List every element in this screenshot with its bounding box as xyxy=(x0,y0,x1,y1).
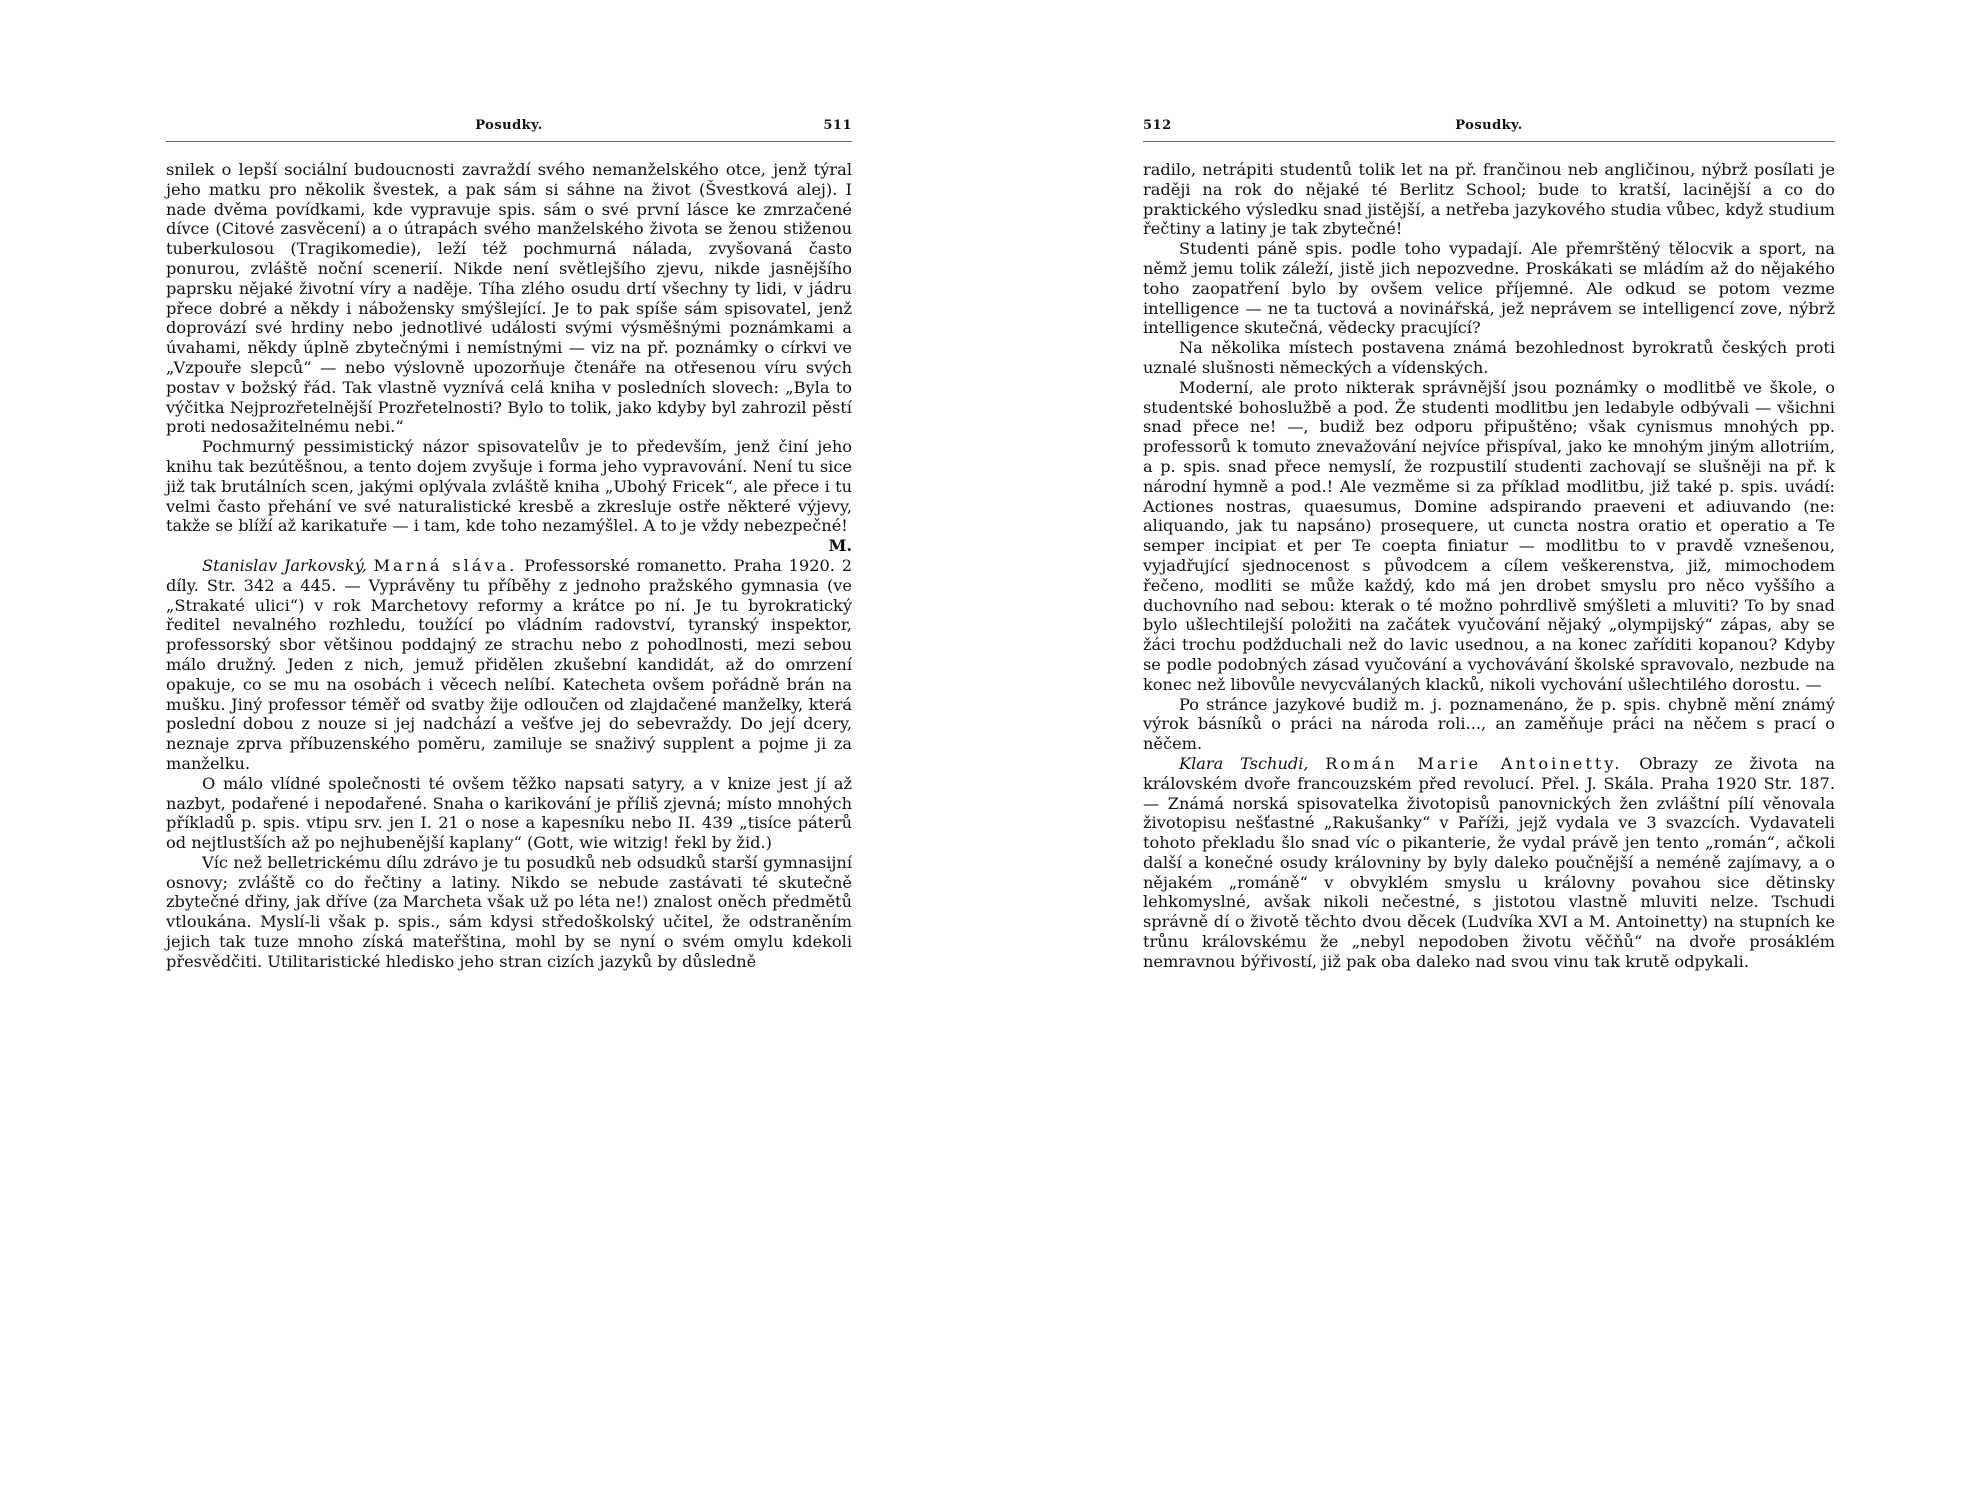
paragraph: Víc než belletrickému dílu zdrávo je tu posudků neb odsudků starší gymnasijní osnovy; zvláště co do řečtiny a latiny. Nikdo se nebude zastávati té skutečně zbytečné dřiny, jak dříve (za Marcheta však už po léta ne!) znalost oněch předmětů vtloukána. Myslí-li však p. spis., sám kdysi středoškolský učitel, že odstraněním jejich tak tuze mnoho získá mateřština, mohl by se nyní o svém omylu kdekoli přesvědčiti. Utilitaristické hledisko jeho stran cizích jazyků by důsledně xyxy=(166,852,852,971)
review-text: Professorské romanetto. Praha 1920. 2 díly. Str. 342 a 445. — Vyprávěny tu příběhy z jednoho pražského gymnasia (ve „Strakaté ulici“) v rok Marchetovy reformy a krátce po ní. Je tu byrokratický ředitel nevalného rozhledu, toužící po vládním radovství, tyranský inspektor, professorský sbor většinou poddajný ze strachu nebo z pohodlnosti, mezi sebou málo družný. Jeden z nich, jemuž přidělen zkušební kandidát, až do omrzení opakuje, co se mu na osobách i věcech nelíbí. Katecheta ovšem pořádně brán na mušku. Jiný professor téměř od svatby žije odloučen od zlajdačené manželky, která poslední dobou z nouze si jej nadchází a vešťve jej do sebevraždy. Do její dcery, neznaje zprva příbuzenského poměru, zamiluje se snaživý supplent a pojme ji za manželku. xyxy=(166,555,852,773)
review-author: Stanislav Jarkovský, xyxy=(202,555,367,575)
paragraph: O málo vlídné společnosti té ovšem těžko napsati satyry, a v knize jest jí až nazbyt, podařené i nepodařené. Snaha o karikování je příliš zjevná; místo mnohých příkladů p. spis. vtipu srv. jen I. 21 o nose a kapesníku nebo II. 439 „tisíce páterů od nejtlustších až po nejhubenější kaplany“ (Gott, wie witzig! řekl by žid.) xyxy=(166,773,852,853)
paragraph: Studenti páně spis. podle toho vypadají. Ale přemrštěný tělocvik a sport, na němž jemu tolik záleží, jistě jich nepozvedne. Proskákati se mládím až do nějakého toho zaopatření bylo by ovšem velice příjemné. Ale odkud se potom vezme intelligence — ne ta tuctová a novinářská, jež neprávem se intelligencí zove, nýbrž intelligence skutečná, vědecky pracující? xyxy=(1143,239,1835,338)
header-title: Posudky. xyxy=(1455,118,1523,133)
page-number: 512 xyxy=(1143,118,1172,133)
reviewer-signature: M. xyxy=(828,536,852,556)
review-book-title: Román Marie Antoinetty. xyxy=(1325,753,1623,773)
page-number: 511 xyxy=(823,118,852,133)
page-body xyxy=(166,160,852,972)
review-book-title: Marná sláva. xyxy=(373,555,518,575)
header-rule xyxy=(1143,141,1835,142)
paragraph: radilo, netrápiti studentů tolik let na př. frančinou neb angličinou, nýbrž posílati je raději na rok do nějaké té Berlitz School; bude to kratší, lacinější a co do praktického výsledku snad jistější, a netřeba jazykového studia vůbec, když studium řečtiny a latiny je tak zbytečné! xyxy=(1143,160,1835,239)
running-header xyxy=(166,118,852,140)
header-title: Posudky. xyxy=(475,118,543,133)
header-rule xyxy=(166,141,852,142)
running-header xyxy=(1143,118,1835,140)
review-text: Obrazy ze života na královském dvoře francouzském před revolucí. Přel. J. Skála. Praha 1920 Str. 187. — Známá norská spisovatelka životopisů panovnických žen zvláštní pílí věnovala životopisu nešťastné „Rakušanky“ v Paříži, jejž vydala ve 3 svazcích. Vydavateli tohoto překladu šlo snad víc o pikanterie, že vydal právě jen tento „román“, ačkoli další a konečné osudy královniny by byly daleko poučnější a neméně zajímavy, a o nějakém „románě“ v obvyklém smyslu u královny povahou sice dětinsky lehkomyslné, avšak nikoli nečestné, s jistotou vlastně mluviti nelze. Tschudi správně dí o životě těchto dvou děcek (Ludvíka XVI a M. Antoinetty) na stupních ke trůnu královskému že „nebyl nepodoben životu věčňů“ na dvoře prosáklém nemravnou býřivostí, již pak oba daleko nad svou vinu tak krutě odpykali. xyxy=(1143,753,1835,971)
paragraph: Moderní, ale proto nikterak správnější jsou poznámky o modlitbě ve škole, o studentské bohoslužbě a pod. Že studenti modlitbu jen ledabyle odbývali — všichni snad přece ne! —, budiž bez odporu připuštěno; však cynismus mnohých pp. professorů k tomuto znevažování nejvíce přispíval, jako ke mnohým jiným allotriím, a p. spis. snad přece nemyslí, že rozpustilí studenti zachovají se slušněji na př. k národní hymně a pod.! Ale vezměme si za příklad modlitbu, již také p. spis. uvádí: Actiones nostras, quaesumus, Domine adspirando praeveni et adiuvando (ne: aliquando, jak tu napsáno) prosequere, ut cuncta nostra oratio et operatio a Te semper incipiat et per Te coepta finiatur — modlitbu to v pravdě vznešenou, vyjadřující sjednocenost s původcem a cílem veškerenstva, již, mimochodem řečeno, modliti se může každý, kdo má jen drobet smyslu pro něco vyššího a duchovního nad sebou: kterak o té možno pohrdlivě smýšleti a mluviti? To by snad bylo ušlechtilejší položiti na začátek vyučování nějaký „olympijský“ zápas, aby se žáci trochu podžduchali než do lavic usednou, a na konec zaříditi kopanou? Kdyby se podle podobných zásad vyučování a vychovávání školské spravovalo, nezbude na konec než libovůle nevycválaných klacků, nikoli vychování ušlechtilého dorostu. — xyxy=(1143,377,1835,694)
review-author: Klara Tschudi, xyxy=(1179,753,1309,773)
review-entry xyxy=(1143,754,1835,972)
page-body xyxy=(1143,160,1835,972)
paragraph: Pochmurný pessimistický názor spisovatelův je to především, jenž činí jeho knihu tak bezútěšnou, a tento dojem zvyšuje i forma jeho vypravování. Není tu sice již tak brutálních scen, jakými oplývala zvláště kniha „Ubohý Fricek“, ale přece i tu velmi často přehání ve své naturalistické kresbě a zkresluje ostře některé výjevy, takže se blíží až karikatuře — i tam, kde toho nezamýšlel. A to je vždy nebezpečné! xyxy=(166,437,852,536)
paragraph: snilek o lepší sociální budoucnosti zavraždí svého nemanželského otce, jenž týral jeho matku pro několik švestek, a pak sám si sáhne na život (Švestková alej). I nade dvěma povídkami, kde vypravuje spis. sám o své první lásce ke zmrzačené dívce (Citové zasvěcení) a o útrapách svého manželského života se ženou stiženou tuberkulosou (Tragikomedie), leží též pochmurná nálada, zvyšovaná často ponurou, zvláště noční scenerií. Nikde není světlejšího zjevu, nikde jasnějšího paprsku nějaké životní víry a naděje. Tíha zlého osudu drtí všechny ty lidi, v jádru přece dobré a někdy i nábožensky smýšlející. Je to pak spíše sám spisovatel, jenž doprovází své hrdiny nebo jednotlivé události svými výsměšnými poznámkami a úvahami, někdy úplně zbytečnými i nemístnými — viz na př. poznámky o církvi ve „Vzpouře slepců“ — nebo výslovně upozorňuje čtenáře na otřesenou víru svých postav v božský řád. Tak vlastně vyznívá celá kniha v posledních slovech: „Byla to výčitka Nejprozřetelnější Prozřetelnosti? Bylo to tolik, jako kdyby byl zahrozil pěstí proti nedosažitelnému nebi.“ xyxy=(166,160,852,437)
review-entry xyxy=(166,556,852,774)
paragraph: Na několika místech postavena známá bezohlednost byrokratů českých proti uznalé slušnosti německých a vídenských. xyxy=(1143,338,1835,377)
paragraph: Po stránce jazykové budiž m. j. poznamenáno, že p. spis. chybně mění známý výrok básníků o práci na národa roli..., an zaměňuje práci na něčem s prací o něčem. xyxy=(1143,694,1835,754)
right-page xyxy=(991,0,1982,1500)
